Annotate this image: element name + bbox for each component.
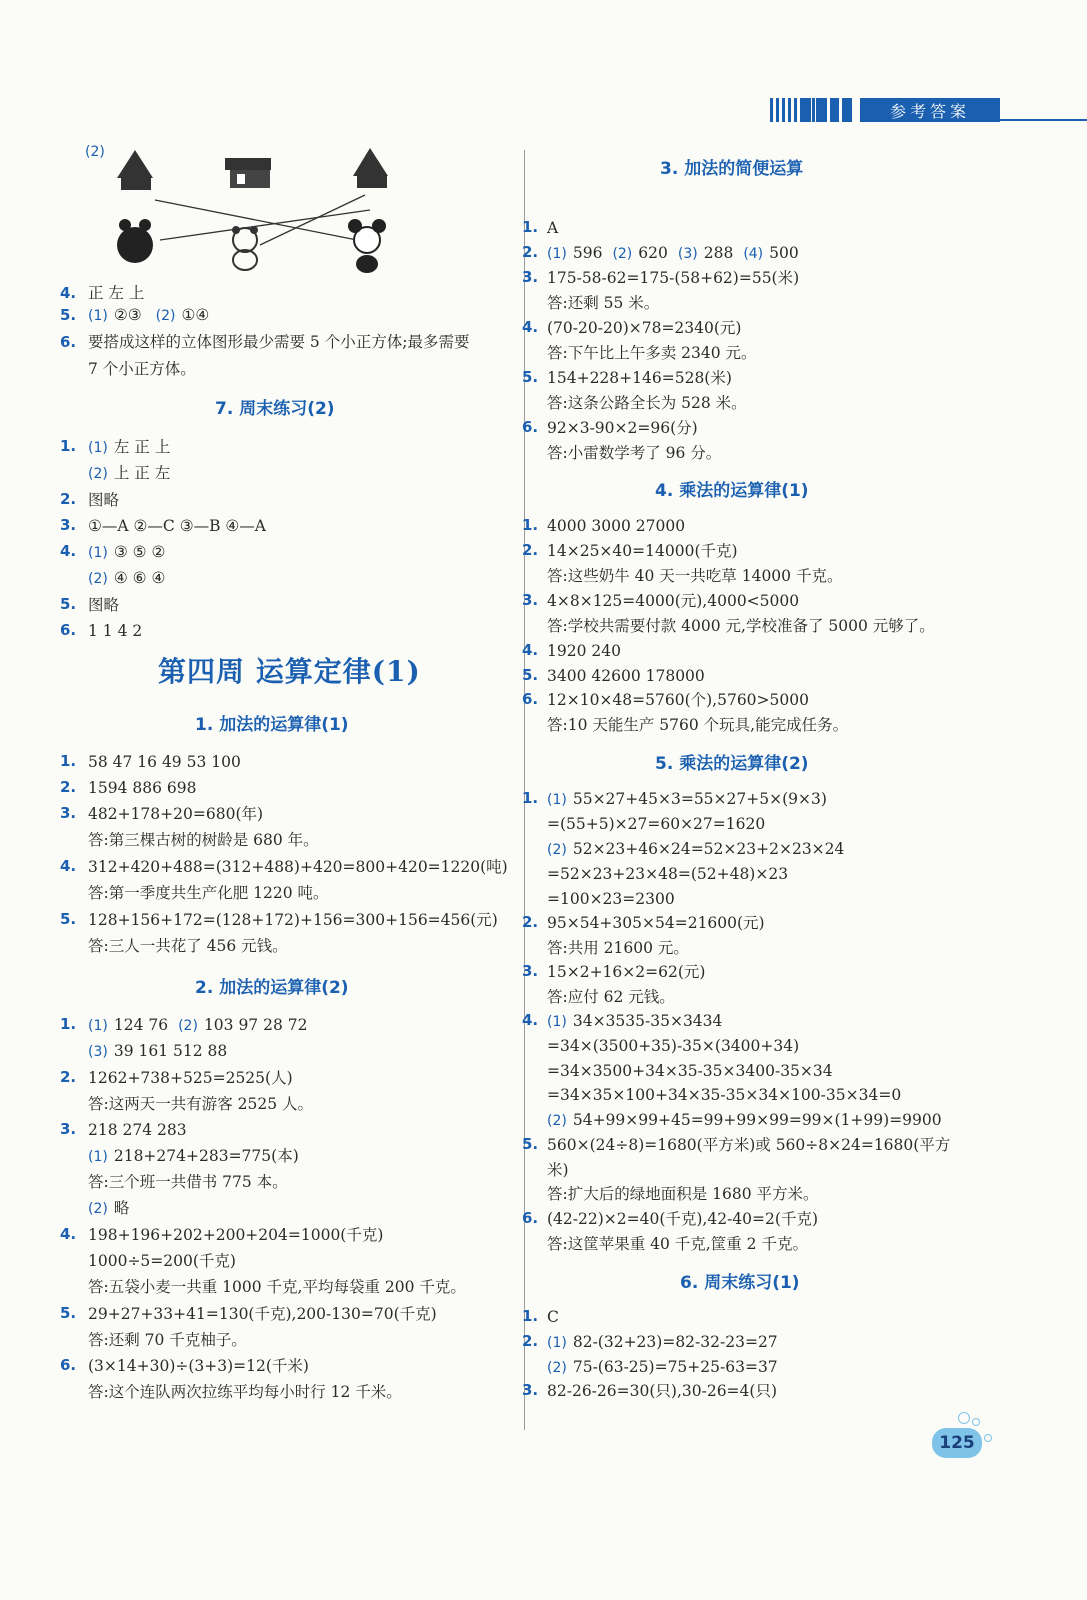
answer-line: 154+228+146=528(米) bbox=[547, 369, 732, 387]
question-number: 1. bbox=[60, 437, 77, 455]
answer-line: 4×8×125=4000(元),4000<5000 bbox=[547, 592, 800, 610]
answer-line: 答:五袋小麦一共重 1000 千克,平均每袋重 200 千克。 bbox=[88, 1278, 466, 1296]
answer-line: 答:学校共需要付款 4000 元,学校准备了 5000 元够了。 bbox=[547, 617, 935, 635]
question-number: 1. bbox=[522, 789, 539, 807]
page-number: 125 bbox=[932, 1428, 982, 1458]
answer-line: (3×14+30)÷(3+3)=12(千米) bbox=[88, 1357, 309, 1375]
question-number: 6. bbox=[60, 1356, 77, 1374]
question-number: 2. bbox=[522, 541, 539, 559]
answer-line: 29+27+33+41=130(千克),200-130=70(千克) bbox=[88, 1305, 437, 1323]
question-number: 5. bbox=[60, 595, 77, 613]
answer-line: 正 左 上 bbox=[88, 284, 145, 302]
answer-line: 答:这个连队两次拉练平均每小时行 12 千米。 bbox=[88, 1383, 402, 1401]
section-title: 2. 加法的运算律(2) bbox=[195, 978, 349, 998]
answer-line: 560×(24÷8)=1680(平方米)或 560÷8×24=1680(平方 bbox=[547, 1136, 951, 1154]
question-number: 4. bbox=[60, 857, 77, 875]
answer-line: (3) 39 161 512 88 bbox=[88, 1042, 228, 1060]
answer-line: =34×35×100+34×35-35×34×100-35×34=0 bbox=[547, 1086, 902, 1104]
answer-line: (2) 上 正 左 bbox=[88, 464, 171, 482]
house-1-icon bbox=[117, 150, 153, 190]
answer-line: 答:第一季度共生产化肥 1220 吨。 bbox=[88, 884, 329, 902]
answer-line: (1) 124 76 (2) 103 97 28 72 bbox=[88, 1016, 308, 1034]
answer-line: 答:这筐苹果重 40 千克,筐重 2 千克。 bbox=[547, 1235, 808, 1253]
answer-line: 答:第三棵古树的树龄是 680 年。 bbox=[88, 831, 319, 849]
answer-line: (70-20-20)×78=2340(元) bbox=[547, 319, 742, 337]
question-number: 1. bbox=[60, 752, 77, 770]
question-number: 1. bbox=[522, 218, 539, 236]
answer-line: (1) ②③ (2) ①④ bbox=[88, 306, 210, 324]
answer-line: 14×25×40=14000(千克) bbox=[547, 542, 738, 560]
answer-line: (1) 34×3535-35×3434 bbox=[547, 1012, 723, 1030]
section-title: 4. 乘法的运算律(1) bbox=[655, 481, 809, 501]
answer-line: (1) 82-(32+23)=82-32-23=27 bbox=[547, 1333, 778, 1351]
question-number: 2. bbox=[522, 1332, 539, 1350]
answer-line: 1920 240 bbox=[547, 642, 621, 660]
section-title: 1. 加法的运算律(1) bbox=[195, 715, 349, 735]
section-title: 6. 周末练习(1) bbox=[680, 1273, 800, 1293]
answer-line: (2) 略 bbox=[88, 1199, 130, 1217]
answer-line: 答:扩大后的绿地面积是 1680 平方米。 bbox=[547, 1185, 819, 1203]
question-number: 6. bbox=[60, 621, 77, 639]
question-number: 4. bbox=[522, 1011, 539, 1029]
answer-line: 218 274 283 bbox=[88, 1121, 187, 1139]
question-number: 2. bbox=[60, 778, 77, 796]
answer-line: =52×23+23×48=(52+48)×23 bbox=[547, 865, 789, 883]
question-number: 4. bbox=[522, 641, 539, 659]
answer-line: (2) 75-(63-25)=75+25-63=37 bbox=[547, 1358, 778, 1376]
question-number: 2. bbox=[522, 243, 539, 261]
answer-line: (2) 54+99×99+45=99+99×99=99×(1+99)=9900 bbox=[547, 1111, 942, 1129]
answer-line: 答:应付 62 元钱。 bbox=[547, 988, 675, 1006]
header-label: 参考答案 bbox=[860, 98, 1000, 122]
answer-line: (2) 52×23+46×24=52×23+2×23×24 bbox=[547, 840, 845, 858]
answer-key-header bbox=[770, 98, 1087, 122]
answer-line: 米) bbox=[547, 1161, 569, 1179]
question-number: 6. bbox=[60, 333, 77, 351]
match-line-3 bbox=[260, 195, 365, 245]
answer-line: 答:10 天能生产 5760 个玩具,能完成任务。 bbox=[547, 716, 849, 734]
answer-line: 198+196+202+200+204=1000(千克) bbox=[88, 1226, 384, 1244]
answer-line: (1) 左 正 上 bbox=[88, 438, 171, 456]
answer-line: =34×3500+34×35-35×3400-35×34 bbox=[547, 1062, 833, 1080]
answer-line: (2) ④ ⑥ ④ bbox=[88, 569, 166, 587]
answer-line: 128+156+172=(128+172)+156=300+156=456(元) bbox=[88, 911, 498, 929]
question-number: 4. bbox=[60, 1225, 77, 1243]
answer-line: 1000÷5=200(千克) bbox=[88, 1252, 236, 1270]
answer-line: 答:小雷数学考了 96 分。 bbox=[547, 444, 722, 462]
answer-line: 1594 886 698 bbox=[88, 779, 197, 797]
figure-label: (2) bbox=[85, 144, 105, 160]
answer-line: 3400 42600 178000 bbox=[547, 667, 705, 685]
answer-line: =(55+5)×27=60×27=1620 bbox=[547, 815, 766, 833]
answer-line: (1) 55×27+45×3=55×27+5×(9×3) bbox=[547, 790, 827, 808]
answer-line: (42-22)×2=40(千克),42-40=2(千克) bbox=[547, 1210, 818, 1228]
question-number: 3. bbox=[522, 591, 539, 609]
question-number: 1. bbox=[60, 1015, 77, 1033]
answer-line: 1 1 4 2 bbox=[88, 622, 143, 640]
question-number: 2. bbox=[522, 913, 539, 931]
question-number: 3. bbox=[522, 268, 539, 286]
answer-line: 图略 bbox=[88, 596, 120, 614]
answer-line: 答:还剩 70 千克柚子。 bbox=[88, 1331, 247, 1349]
chapter-title: 第四周 运算定律(1) bbox=[158, 655, 421, 688]
section-title: 3. 加法的简便运算 bbox=[660, 159, 804, 179]
question-number: 4. bbox=[60, 542, 77, 560]
answer-line: 答:下午比上午多卖 2340 元。 bbox=[547, 344, 757, 362]
question-number: 2. bbox=[60, 490, 77, 508]
answer-line: ①—A ②—C ③—B ④—A bbox=[88, 517, 267, 535]
answer-line: 答:还剩 55 米。 bbox=[547, 294, 660, 312]
answer-line: 7 个小正方体。 bbox=[88, 360, 196, 378]
answer-line: 15×2+16×2=62(元) bbox=[547, 963, 706, 981]
header-stripes-bold bbox=[802, 98, 852, 122]
answer-line: 图略 bbox=[88, 491, 120, 509]
house-2-icon bbox=[225, 158, 271, 188]
question-number: 6. bbox=[522, 418, 539, 436]
bubble-decoration bbox=[972, 1418, 980, 1426]
question-number: 5. bbox=[60, 1304, 77, 1322]
answer-line: (1) ③ ⑤ ② bbox=[88, 543, 166, 561]
section-title: 5. 乘法的运算律(2) bbox=[655, 754, 809, 774]
answer-line: 答:共用 21600 元。 bbox=[547, 939, 689, 957]
answer-line: 175-58-62=175-(58+62)=55(米) bbox=[547, 269, 800, 287]
answer-line: 95×54+305×54=21600(元) bbox=[547, 914, 765, 932]
question-number: 3. bbox=[522, 962, 539, 980]
question-number: 3. bbox=[60, 804, 77, 822]
bubble-decoration bbox=[958, 1412, 970, 1424]
house-matching-figure bbox=[85, 140, 405, 275]
question-number: 5. bbox=[522, 666, 539, 684]
question-number: 3. bbox=[60, 1120, 77, 1138]
answer-line: 4000 3000 27000 bbox=[547, 517, 686, 535]
answer-line: 答:三个班一共借书 775 本。 bbox=[88, 1173, 288, 1191]
question-number: 1. bbox=[522, 516, 539, 534]
answer-line: 答:这条公路全长为 528 米。 bbox=[547, 394, 747, 412]
character-3-icon bbox=[348, 219, 386, 273]
question-number: 4. bbox=[522, 318, 539, 336]
answer-line: 12×10×48=5760(个),5760>5000 bbox=[547, 691, 809, 709]
answer-line: =100×23=2300 bbox=[547, 890, 675, 908]
answer-line: 1262+738+525=2525(人) bbox=[88, 1069, 293, 1087]
answer-line: =34×(3500+35)-35×(3400+34) bbox=[547, 1037, 800, 1055]
answer-line: C bbox=[547, 1308, 559, 1326]
character-2-icon bbox=[232, 226, 258, 270]
answer-line: (1) 218+274+283=775(本) bbox=[88, 1147, 299, 1165]
question-number: 6. bbox=[522, 690, 539, 708]
bubble-decoration bbox=[984, 1434, 992, 1442]
answer-line: 答:这两天一共有游客 2525 人。 bbox=[88, 1095, 314, 1113]
question-number: 4. bbox=[60, 284, 77, 302]
answer-line: 82-26-26=30(只),30-26=4(只) bbox=[547, 1382, 778, 1400]
answer-line: 答:三人一共花了 456 元钱。 bbox=[88, 937, 288, 955]
question-number: 3. bbox=[522, 1381, 539, 1399]
house-3-icon bbox=[353, 148, 388, 188]
question-number: 5. bbox=[522, 368, 539, 386]
header-underline bbox=[1000, 119, 1087, 121]
answer-line: (1) 596 (2) 620 (3) 288 (4) 500 bbox=[547, 244, 799, 262]
question-number: 2. bbox=[60, 1068, 77, 1086]
answer-line: A bbox=[547, 219, 559, 237]
question-number: 5. bbox=[60, 306, 77, 324]
answer-line: 92×3-90×2=96(分) bbox=[547, 419, 698, 437]
answer-line: 答:这些奶牛 40 天一共吃草 14000 千克。 bbox=[547, 567, 843, 585]
answer-line: 58 47 16 49 53 100 bbox=[88, 753, 241, 771]
match-line-1 bbox=[160, 210, 370, 240]
question-number: 5. bbox=[522, 1135, 539, 1153]
question-number: 5. bbox=[60, 910, 77, 928]
question-number: 1. bbox=[522, 1307, 539, 1325]
question-number: 6. bbox=[522, 1209, 539, 1227]
character-1-icon bbox=[117, 219, 153, 263]
question-number: 3. bbox=[60, 516, 77, 534]
answer-line: 482+178+20=680(年) bbox=[88, 805, 264, 823]
section-title: 7. 周末练习(2) bbox=[215, 399, 335, 419]
answer-line: 312+420+488=(312+488)+420=800+420=1220(吨) bbox=[88, 858, 508, 876]
answer-line: 要搭成这样的立体图形最少需要 5 个小正方体;最多需要 bbox=[88, 333, 470, 351]
